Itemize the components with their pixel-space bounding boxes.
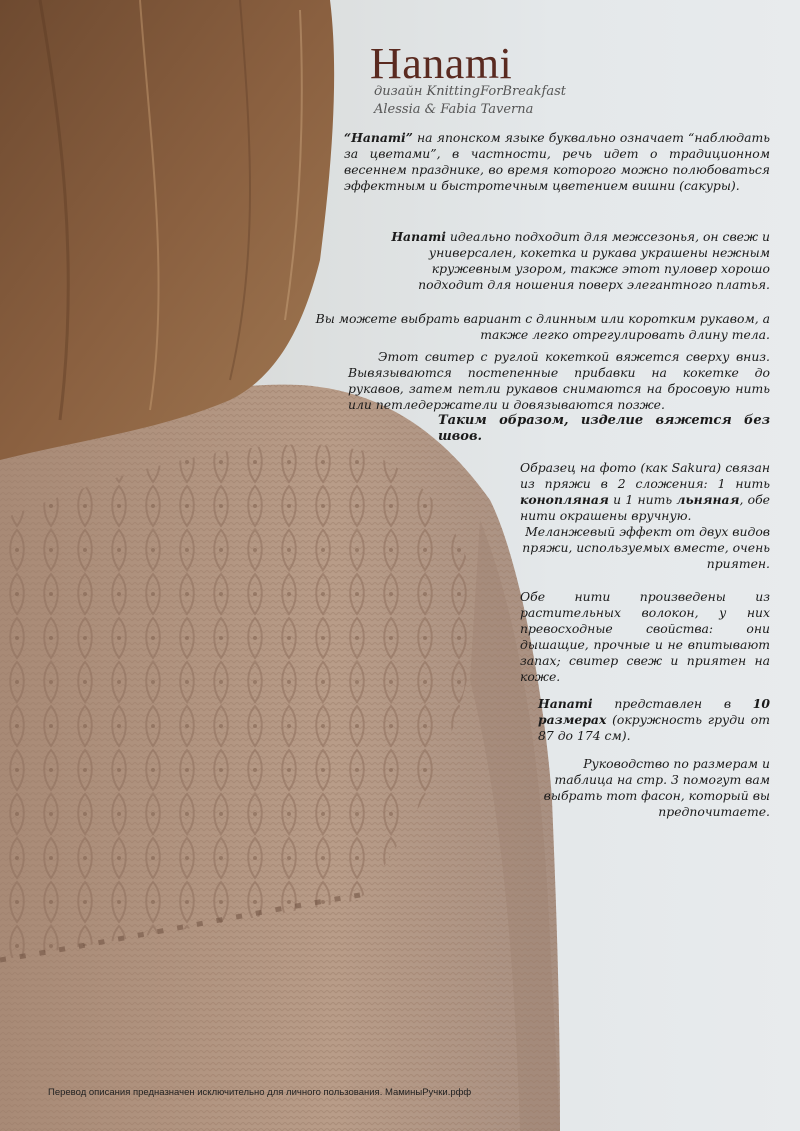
seamless-note: Таким образом, изделие вяжется без швов. (438, 413, 770, 444)
copyright-footer: Перевод описания предназначен исключительно для личного пользования. МаминыРучки.рфф (48, 1087, 472, 1098)
size-guide-paragraph: Руководство по размерам и таблица на стр. 3 помогут вам выбрать тот фасон, который вы предпочитаете. (543, 756, 770, 819)
intro-paragraph: “Hanami” на японском языке буквально означает “наблюдать за цветами”, в частности, речь идет о традиционном весеннем празднике, во время которого можно полюбоваться эффектным и быстротечным цветением вишни (сакуры). (344, 130, 770, 193)
sizes-paragraph: Hanami представлен в 10 размерах (окружность груди от 87 до 174 см). (538, 696, 770, 743)
yarn-paragraph: Образец на фото (как Sakura) связан из пряжи в 2 сложения: 1 нить конопляная и 1 нить льняная, обе нити окрашены вручную. (520, 460, 770, 523)
sleeve-paragraph: Вы можете выбрать вариант с длинным или коротким рукавом, а также легко отрегулировать длину тела. (315, 311, 770, 342)
designer-line: дизайн KnittingForBreakfast (374, 84, 566, 99)
melange-paragraph: Меланжевый эффект от двух видов пряжи, используемых вместе, очень приятен. (522, 524, 770, 571)
intro-bold: “Hanami” (344, 130, 413, 145)
suitability-paragraph: Hanami идеально подходит для межсезонья, он свеж и универсален, кокетка и рукава украшены нежным кружевным узором, также этот пуловер хорошо подходит для ношения поверх элегантного платья. (391, 229, 770, 292)
page-title: Hanami (370, 39, 513, 88)
fibers-paragraph: Обе нити произведены из растительных волокон, у них превосходные свойства: они дышащие, прочные и не впитывают запах; свитер свеж и приятен на коже. (520, 589, 770, 684)
construction-paragraph: Этот свитер с руглой кокеткой вяжется сверху вниз. Вывязываются постепенные прибавки на кокетке до рукавов, затем петли рукавов снимаются на бросовую нить или петледержатели и довязываются позже. (348, 349, 770, 412)
authors-line: Alessia & Fabia Taverna (374, 102, 534, 117)
